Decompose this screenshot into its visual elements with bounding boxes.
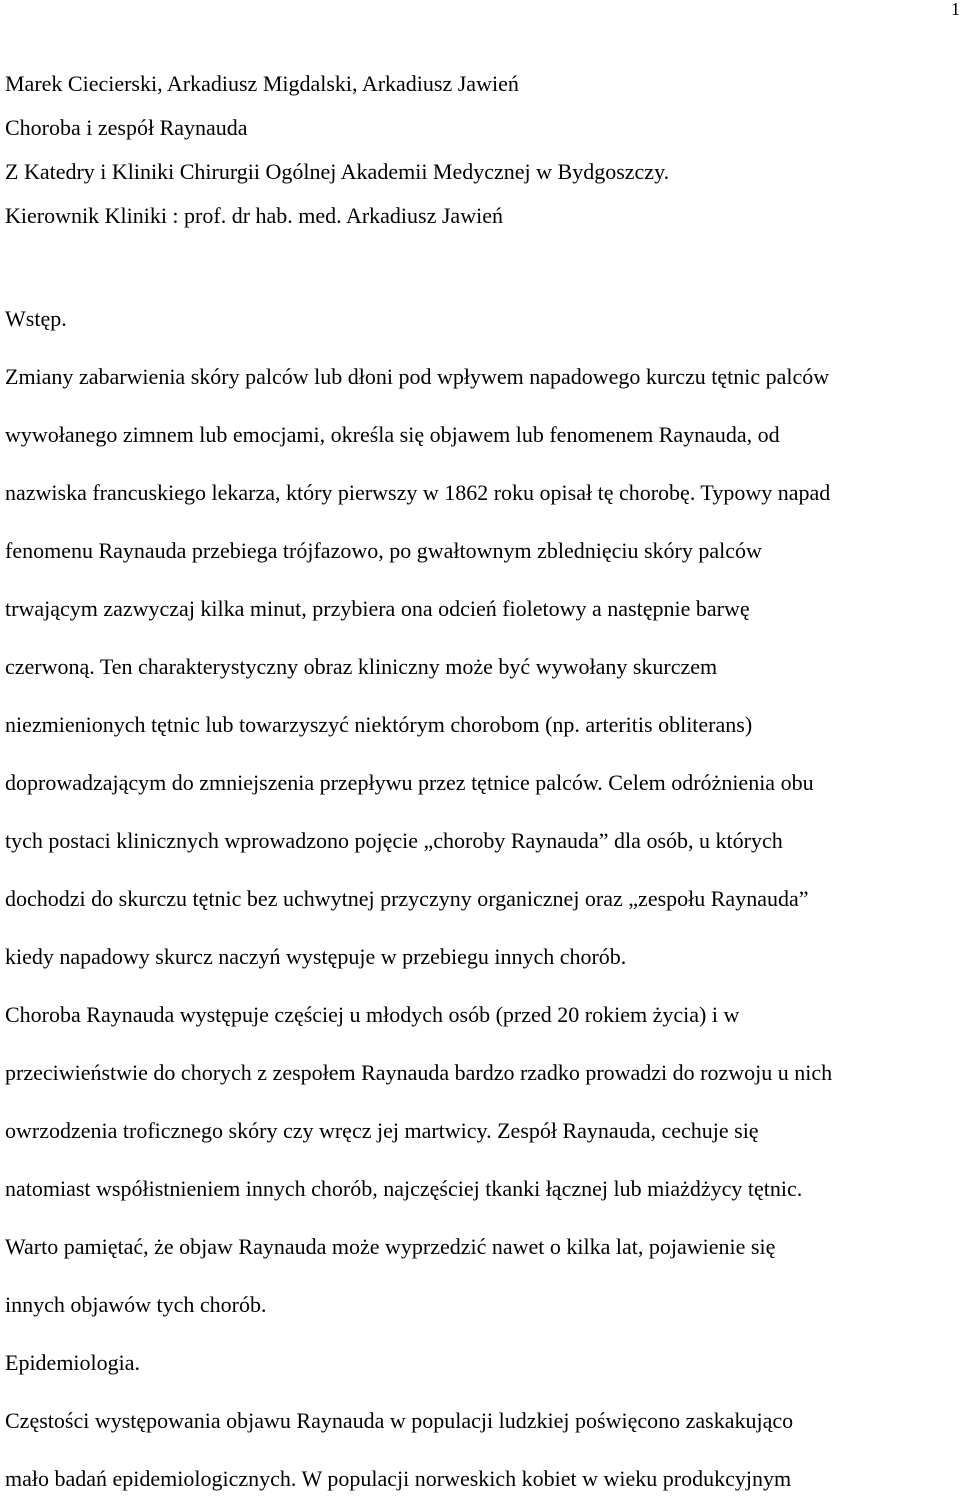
paragraph-line: mało badań epidemiologicznych. W populacji norweskich kobiet w wieku produkcyjnym [5,1466,792,1491]
paragraph-line: niezmienionych tętnic lub towarzyszyć niektórym chorobom (np. arteritis obliterans) [5,712,753,737]
paragraph-line: kiedy napadowy skurcz naczyń występuje w przebiegu innych chorób. [5,944,627,969]
paragraph-line: Warto pamiętać, że objaw Raynauda może wyprzedzić nawet o kilka lat, pojawienie się [5,1234,776,1259]
paragraph-line: Zmiany zabarwienia skóry palców lub dłoni pod wpływem napadowego kurczu tętnic palców [5,364,830,389]
paragraph-line: tych postaci klinicznych wprowadzono pojęcie „choroby Raynauda” dla osób, u których [5,828,783,853]
paragraph-line: fenomenu Raynauda przebiega trójfazowo, po gwałtownym zblednięciu skóry palców [5,538,762,563]
paragraph-line: doprowadzającym do zmniejszenia przepływu przez tętnice palców. Celem odróżnienia obu [5,770,814,795]
article-title: Choroba i zespół Raynauda [5,115,248,140]
page-number: 1 [951,0,960,19]
paragraph-line: czerwoną. Ten charakterystyczny obraz kliniczny może być wywołany skurczem [5,654,718,679]
paragraph-line: dochodzi do skurczu tętnic bez uchwytnej przyczyny organicznej oraz „zespołu Raynauda” [5,886,809,911]
paragraph-line: wywołanego zimnem lub emocjami, określa się objawem lub fenomenem Raynauda, od [5,422,780,447]
paragraph-line: nazwiska francuskiego lekarza, który pierwszy w 1862 roku opisał tę chorobę. Typowy napad [5,480,831,505]
paragraph-line: innych objawów tych chorób. [5,1292,267,1317]
section-heading-epidemiology: Epidemiologia. [5,1350,141,1375]
paragraph-line: owrzodzenia troficznego skóry czy wręcz jej martwicy. Zespół Raynauda, cechuje się [5,1118,759,1143]
paragraph-line: natomiast współistnieniem innych chorób, najczęściej tkanki łącznej lub miażdżycy tętnic. [5,1176,803,1201]
paragraph-line: Częstości występowania objawu Raynauda w populacji ludzkiej poświęcono zaskakująco [5,1408,794,1433]
paragraph-line: trwającym zazwyczaj kilka minut, przybiera ona odcień fioletowy a następnie barwę [5,596,750,621]
paragraph-line: Choroba Raynauda występuje częściej u młodych osób (przed 20 rokiem życia) i w [5,1002,740,1027]
head-of-clinic-line: Kierownik Kliniki : prof. dr hab. med. Arkadiusz Jawień [5,203,503,228]
section-heading-intro: Wstęp. [5,306,67,331]
paragraph-line: przeciwieństwie do chorych z zespołem Raynauda bardzo rzadko prowadzi do rozwoju u nich [5,1060,833,1085]
authors-line: Marek Ciecierski, Arkadiusz Migdalski, Arkadiusz Jawień [5,71,519,96]
affiliation-line: Z Katedry i Kliniki Chirurgii Ogólnej Akademii Medycznej w Bydgoszczy. [5,159,670,184]
